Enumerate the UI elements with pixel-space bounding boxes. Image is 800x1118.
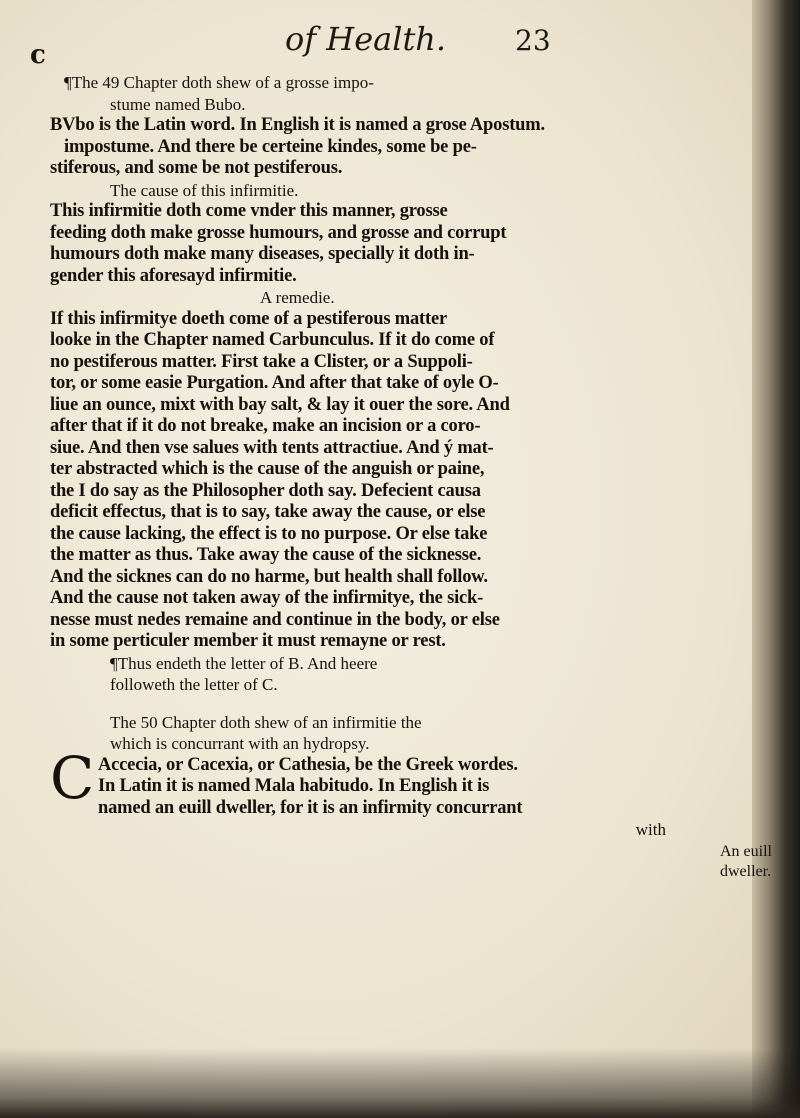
- page-bottom-shadow: [0, 1048, 800, 1118]
- text-line: gender this aforesayd infirmitie.: [50, 265, 297, 286]
- text-line: after that if it do not breake, make an incision or a coro-: [50, 416, 481, 436]
- text-line: And the sicknes can do no harme, but health shall follow.: [50, 566, 488, 587]
- text-line: nesse must nedes remaine and continue in the body, or else: [50, 609, 500, 630]
- drop-initial: C: [50, 743, 95, 812]
- text-line: looke in the Chapter named Carbunculus. If it do come of: [50, 330, 495, 350]
- text-line: deficit effectus, that is to say, take away the cause, or else: [50, 502, 486, 522]
- text-line: liue an ounce, mixt with bay salt, & lay it ouer the sore. And: [50, 394, 510, 415]
- body-lines: [50, 72, 710, 696]
- text-line: Accecia, or Cacexia, or Cathesia, be the Greek wordes.: [98, 754, 518, 775]
- text-line: This infirmitie doth come vnder this manner, grosse: [50, 201, 448, 221]
- text-line: the cause lacking, the effect is to no purpose. Or else take: [50, 523, 488, 544]
- text-line: stume named Bubo.: [110, 94, 246, 114]
- heading-line: The 50 Chapter doth shew of an infirmitie the: [110, 712, 422, 732]
- text-line: tor, or some easie Purgation. And after that take of oyle O-: [50, 373, 499, 393]
- text-line: And the cause not taken away of the infirmitye, the sick-: [50, 588, 484, 608]
- running-title: of Health.: [285, 20, 447, 58]
- text-line: ¶Thus endeth the letter of B. And heere: [110, 653, 378, 673]
- text-line: In Latin it is named Mala habitudo. In English it is: [98, 776, 490, 796]
- catchword: with: [635, 820, 666, 839]
- text-line: If this infirmitye doeth come of a pestiferous matter: [50, 308, 447, 329]
- main-text-block: [50, 72, 710, 841]
- text-line: impostume. And there be certeine kindes, some be pe-: [64, 136, 477, 157]
- text-line: the I do say as the Philosopher doth say. Defecient causa: [50, 480, 481, 501]
- text-line: siue. And then vse salues with tents attractiue. And ý mat-: [50, 437, 494, 458]
- chapter-heading: [50, 712, 710, 755]
- text-line: followeth the letter of C.: [110, 675, 278, 694]
- text-line: in some perticuler member it must remayne or rest.: [50, 631, 446, 651]
- text-line: BVbo is the Latin word. In English it is named a grose Apostum.: [50, 115, 545, 135]
- text-line: ¶The 49 Chapter doth shew of a grosse impo-: [64, 73, 374, 92]
- text-line: the matter as thus. Take away the cause of the sicknesse.: [50, 545, 482, 565]
- text-line: stiferous, and some be not pestiferous.: [50, 158, 343, 178]
- page-gutter: [752, 0, 800, 1118]
- text-line: named an euill dweller, for it is an infirmity concurrant: [98, 797, 523, 818]
- text-line: humours doth make many diseases, specially it doth in-: [50, 244, 475, 264]
- text-line: The cause of this infirmitie.: [110, 180, 299, 200]
- text-line: no pestiferous matter. First take a Clister, or a Suppoli-: [50, 351, 473, 372]
- heading-line: which is concurrant with an hydropsy.: [110, 734, 370, 753]
- signature-mark: c: [30, 40, 46, 70]
- margin-note: An euill dweller.: [720, 843, 772, 880]
- text-line: ter abstracted which is the cause of the anguish or paine,: [50, 459, 485, 479]
- page-number: 23: [515, 24, 551, 57]
- page-header: [30, 12, 730, 72]
- text-line: A remedie.: [260, 288, 335, 307]
- text-line: feeding doth make grosse humours, and grosse and corrupt: [50, 222, 507, 243]
